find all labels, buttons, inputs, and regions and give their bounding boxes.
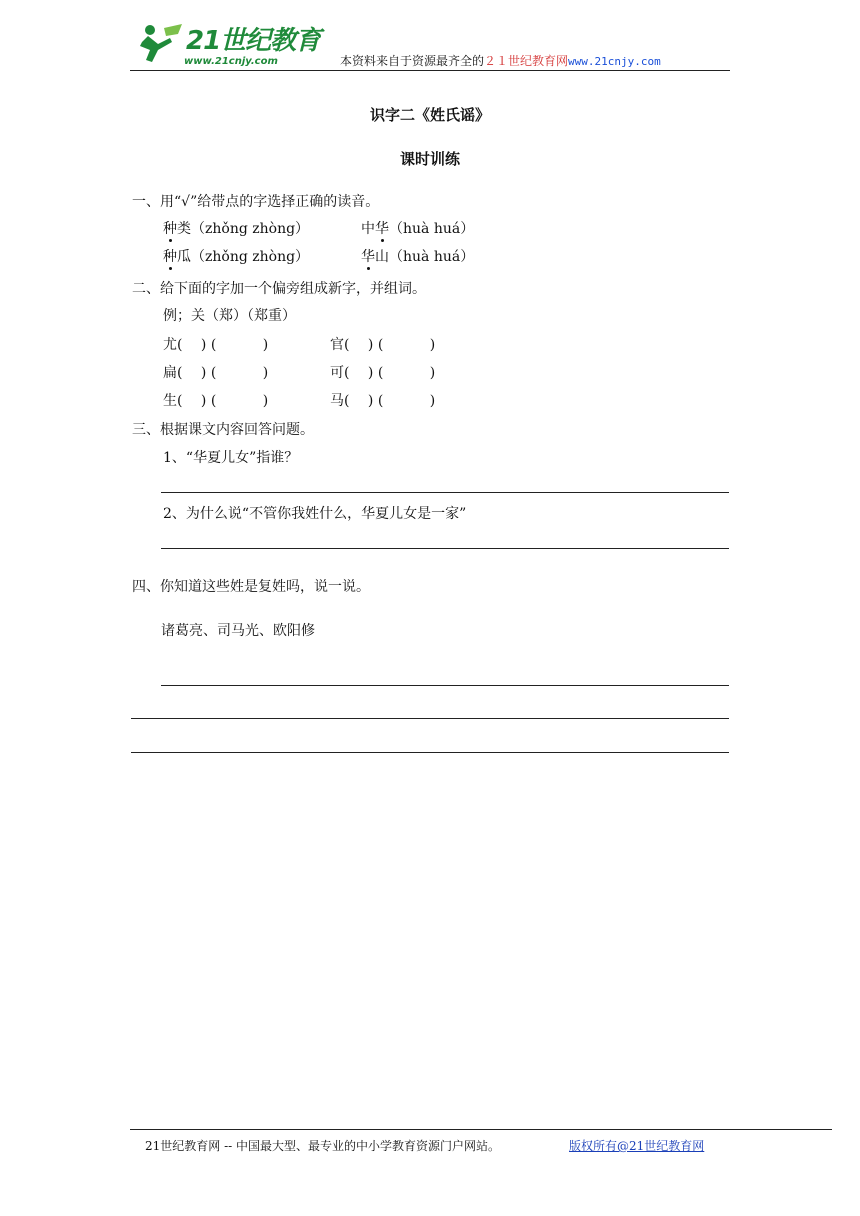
footer-copyright-link[interactable]: 版权所有@21世纪教育网 [569,1139,705,1153]
section1-row1-right [361,220,474,238]
answer-line-q2[interactable] [161,548,729,549]
section2-row3-left: 生( ) ( ) [163,393,269,409]
section1-row1-left [163,220,309,238]
tagline-url: www.21cnjy.com [568,55,661,68]
section1-row2-left [163,248,309,266]
section2-row2-left: 扁( ) ( ) [163,365,269,381]
pinyin-options: （huà huá） [389,221,475,237]
pinyin-options: 山（huà huá） [375,249,475,265]
dotted-char: 种 [163,249,177,265]
section4-names: 诸葛亮、司马光、欧阳修 [161,623,315,639]
pinyin-options: 瓜（zhǒng zhòng） [177,249,310,265]
section1-heading: 一、用“√”给带点的字选择正确的读音。 [132,194,380,210]
section3-question1: 1、“华夏儿女”指谁？ [163,450,299,466]
tagline-prefix: 本资料来自于资源最齐全的 [340,54,485,68]
answer-line-s4-1[interactable] [161,685,729,686]
header-rule [130,70,730,71]
answer-line-s4-3[interactable] [131,752,729,753]
logo-main-text: 21世纪教育 [186,26,321,56]
section2-row2-right: 可( ) ( ) [330,365,436,381]
section2-row3-right: 马( ) ( ) [330,393,436,409]
pinyin-options: 类（zhǒng zhòng） [177,221,310,237]
header-tagline [340,52,661,71]
footer-rule [130,1129,832,1130]
footer-left-text: 21世纪教育网 -- 中国最大型、最专业的中小学教育资源门户网站。 [145,1139,501,1153]
header [130,20,730,72]
logo-url-text: www.21cnjy.com [184,56,278,67]
section2-example: 例；关（郑）（郑重） [163,308,296,324]
section3-heading: 三、根据课文内容回答问题。 [132,422,314,438]
section2-row1-right: 官( ) ( ) [330,337,436,353]
section4-heading: 四、你知道这些姓是复姓吗，说一说。 [132,579,370,595]
dotted-char: 华 [375,221,389,237]
section2-heading: 二、给下面的字加一个偏旁组成新字，并组词。 [132,281,426,297]
tagline-brand: ２１世纪教育网 [484,54,569,68]
section1-row2-right [361,248,474,266]
page-title: 识字二《姓氏谣》 [369,106,490,124]
dotted-char: 华 [361,249,375,265]
runner-logo-icon [134,22,186,70]
page-subtitle: 课时训练 [399,150,460,168]
answer-line-q1[interactable] [161,492,729,493]
answer-line-s4-2[interactable] [131,718,729,719]
section2-row1-left: 尤( ) ( ) [163,337,269,353]
dotted-char: 种 [163,221,177,237]
section3-question2: 2、为什么说“不管你我姓什么，华夏儿女是一家” [163,506,467,522]
plain-char: 中 [361,221,375,237]
